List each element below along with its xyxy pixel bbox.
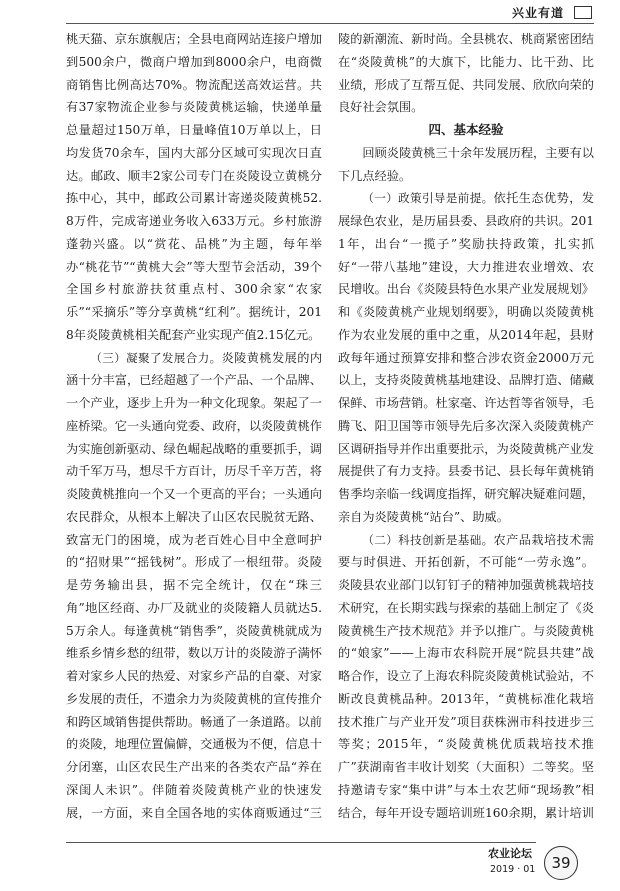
issue-date: 2019 · 01 [490, 864, 536, 875]
right-paragraph-1: 陵的新潮流、新时尚。全县桃农、桃商紧密团结在“炎陵黄桃”的大旗下，比能力、比干劲、比业绩，形成了互帮互促、共同发展、欣欣向荣的良好社会氛围。 [338, 32, 594, 115]
paragraph-body: 炎陵黄桃发展的内涵十分丰富，已经超越了一个产品、一个品牌、一个产业，逐步上升为一种文化现象。架起了一座桥梁。它一头通向党委、政府，以炎陵黄桃作为实施创新驱动、绿色崛起战略的重要抓手，调动千军万马，想尽千方百计，历尽千辛万苦，将炎陵黄桃推向一个又一个更高的平台；一头通向农民群众，从根本上解决了山区农民脱贫无路、致富无门的困境，成为老百姓心目中全意呵护的“招财果”“摇钱树”。形成了一根纽带。炎陵是劳务输出县，据不完全统计，仅在“珠三角”地区经商、办厂及就业的炎陵籍人员就达5.5万余人。每逢黄桃“销售季”，炎陵黄桃就成为维系乡情乡愁的纽带，数以万计的炎陵游子满怀着对家乡人民的热爱、对家乡产品的自豪、对家乡发展的责任，不遗余力为炎陵黄桃的宣传推介和跨区域销售提供帮助。畅通了一条道路。以前的炎陵，地理位置偏僻，交通极为不便，信息十分闭塞，山区农民生产出来的各类农产品“养在深闺人未识”。伴随着炎陵黄桃产业的快速发展，一方面，来自全国各地的实体商贩通过“三 [66, 350, 322, 820]
page-number: 39 [544, 846, 578, 880]
journal-name: 农业论坛 [488, 847, 532, 860]
header-decoration-box [574, 6, 592, 19]
footer-rule [66, 842, 536, 843]
right-paragraph-4 [338, 529, 594, 827]
header-title: 兴业有道 [512, 6, 565, 20]
left-paragraph-1: 桃天猫、京东旗舰店；全县电商网站连接户增加到500余户，微商户增加到8000余户，电商微商销售比例高达70%。物流配送高效运营。共有37家物流企业参与炎陵黄桃运输，快递单量总量超过150万单，日量峰值10万单以上，日均发货70余车，国内大部分区域可实现次日直达。邮政、顺丰2家公司专门在炎陵设立黄桃分拣中心，其中，邮政公司累计寄递炎陵黄桃52.8万件，完成寄递业务收入633万元。乡村旅游蓬勃兴盛。以“赏花、品桃”为主题，每年举办“桃花节”“黄桃大会”等大型节会活动，39个全国乡村旅游扶贫重点村、300余家“农家乐”“采摘乐”等分享黄桃“红利”。据统计，2018年炎陵黄桃相关配套产业实现产值2.15亿元。 [66, 32, 322, 342]
paragraph-body: 农产品栽培技术需要与时俱进、开拓创新，不可能“一劳永逸”。炎陵县农业部门以钉钉子的精神加强黄桃栽培技术研究，在长期实践与探索的基础上制定了《炎陵黄桃生产技术规范》并予以推广。与炎陵黄桃的“娘家”——上海市农科院开展“院县共建”战略合作，设立了上海农科院炎陵黄桃试验站，不断改良黄桃品种。2013年，“黄桃标准化栽培技术推广与产业开发”项目获株洲市科技进步三等奖；2015年，“炎陵黄桃优质栽培技术推广”获湖南省丰收计划奖（大面积）二等奖。坚持邀请专家“集中讲”与本土农艺师“现场教”相结合，每年开设专题培训班160余期，累计培训 [338, 532, 594, 820]
paragraph-lead: （二）科技创新是基础。 [362, 532, 494, 547]
right-column [338, 28, 594, 826]
right-paragraph-2: 回顾炎陵黄桃三十余年发展历程，主要有以下几点经验。 [338, 145, 594, 183]
running-header [0, 0, 620, 22]
header-rule [66, 23, 594, 24]
left-paragraph-2 [66, 347, 322, 827]
section-title: 四、基本经验 [428, 122, 504, 137]
right-paragraph-3 [338, 187, 594, 528]
left-column [66, 28, 322, 826]
paragraph-lead: （三）凝聚了发展合力。 [90, 350, 222, 365]
paragraph-lead: （一）政策引导是前提。 [362, 191, 494, 206]
paragraph-body: 依托生态优势，发展绿色农业，是历届县委、县政府的共识。2011年，出台“一揽子”奖励扶持政策，扎实抓好“一带八基地”建设，大力推进农业增效、农民增收。出台《炎陵县特色水果产业发展规划》和《炎陵黄桃产业规划纲要》，明确以炎陵黄桃作为农业发展的重中之重，从2014年起，县财政每年通过预算安排和整合涉农资金2000万元以上，支持炎陵黄桃基地建设、品牌打造、储藏保鲜、市场营销。杜家毫、许达哲等省领导，毛腾飞、阳卫国等市领导先后多次深入炎陵黄桃产区调研指导并作出重要批示，为炎陵黄桃产业发展提供了有力支持。县委书记、县长每年黄桃销售季均亲临一线调度指挥，研究解决疑难问题，亲自为炎陵黄桃“站台”、助威。 [338, 191, 594, 524]
